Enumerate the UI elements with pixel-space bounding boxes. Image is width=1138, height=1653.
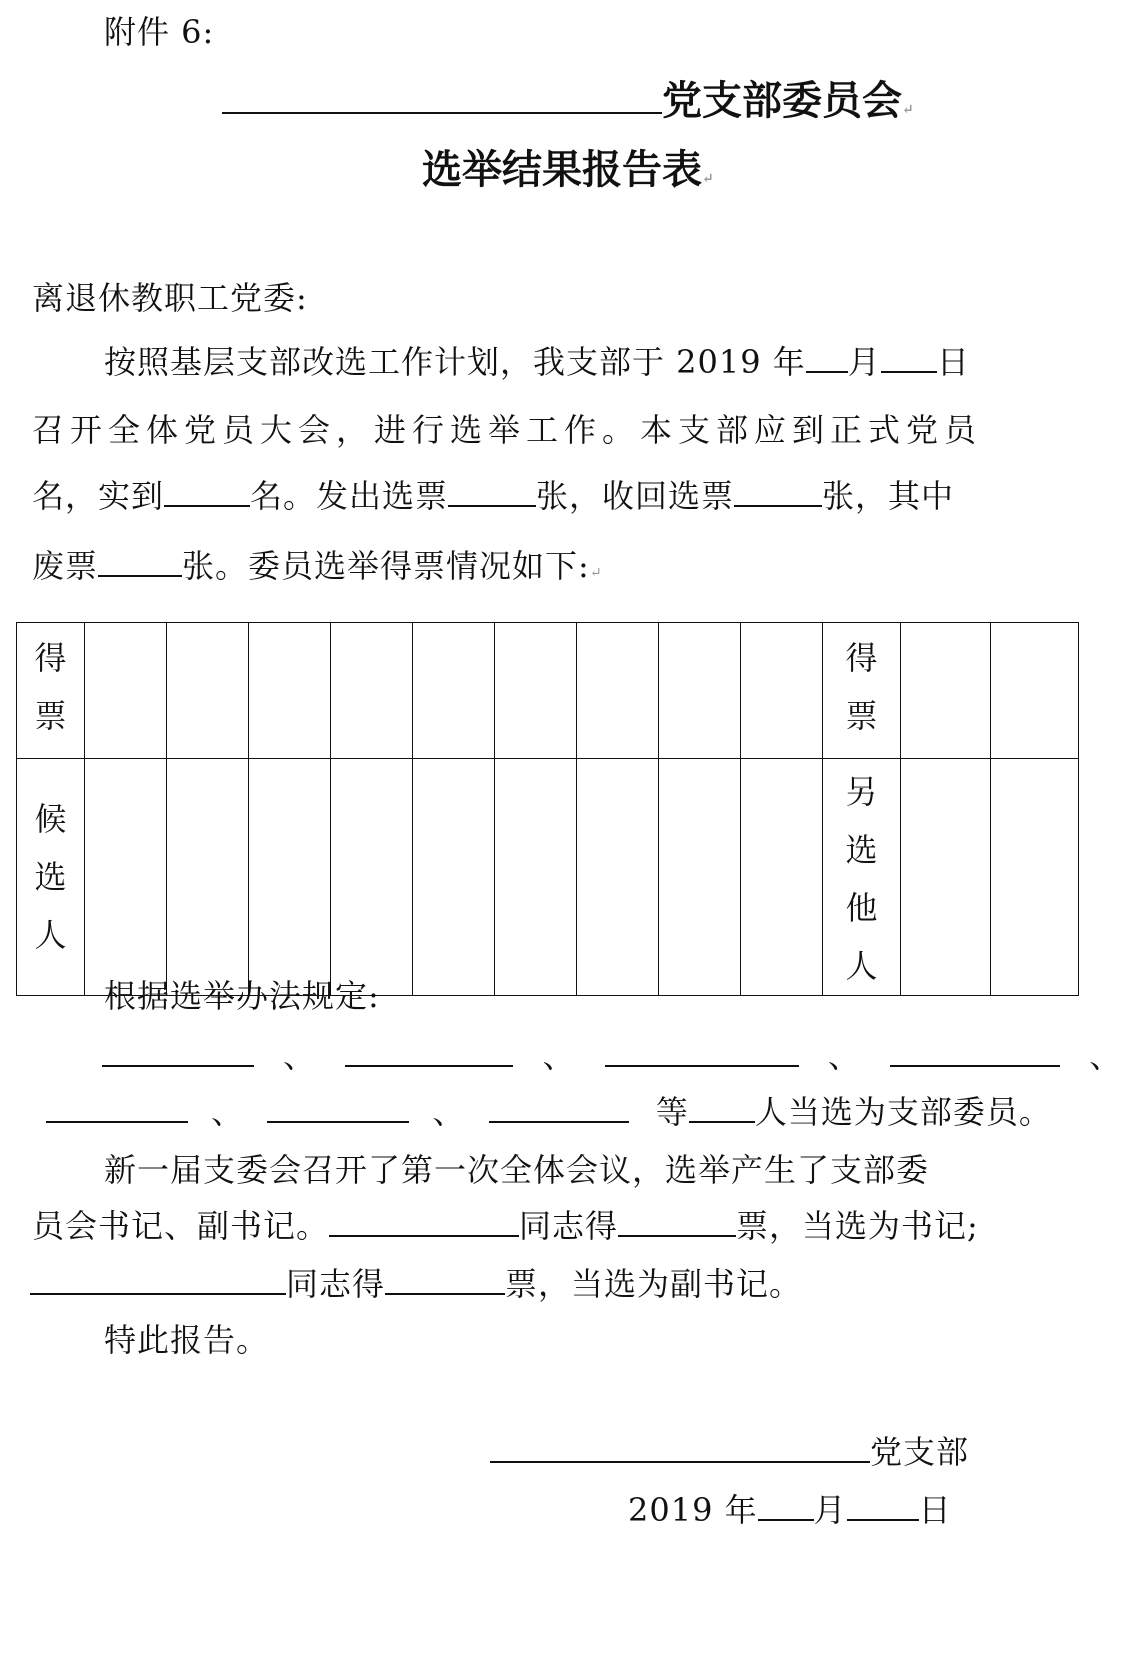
month-blank[interactable] <box>806 343 848 373</box>
candidate-cell[interactable] <box>577 759 659 996</box>
votes-cell[interactable] <box>659 623 741 759</box>
other-votes-cell[interactable] <box>991 623 1079 759</box>
votes-cell[interactable] <box>577 623 659 759</box>
elected-name-blank[interactable] <box>46 1093 188 1123</box>
votes-cell[interactable] <box>249 623 331 759</box>
elected-names-line-1: 、 、 、 、 <box>102 1036 1122 1076</box>
votes-label-cell: 得 票 <box>17 623 85 759</box>
other-votes-label-cell: 得 票 <box>823 623 901 759</box>
paragraph-line-1: 按照基层支部改选工作计划，我支部于 2019 年 月 日 <box>104 343 970 381</box>
day-blank[interactable] <box>881 343 937 373</box>
secretary-name-blank[interactable] <box>329 1207 519 1237</box>
paragraph-line-2: 召开全体党员大会，进行选举工作。本支部应到正式党员 <box>32 411 983 449</box>
elected-name-blank[interactable] <box>267 1093 409 1123</box>
paragraph-line-3: 名，实到 名。发出选票 张，收回选票 张，其中 <box>32 477 955 515</box>
other-candidates-label-cell: 另 选 他 人 <box>823 759 901 996</box>
invalid-ballots-blank[interactable] <box>98 547 182 577</box>
committee-paragraph-line-3: 同志得 票，当选为副书记。 <box>30 1264 802 1304</box>
votes-cell[interactable] <box>413 623 495 759</box>
votes-cell[interactable] <box>167 623 249 759</box>
secretary-votes-blank[interactable] <box>618 1207 736 1237</box>
attachment-label: 附件 6: <box>104 13 215 51</box>
addressee: 离退休教职工党委: <box>32 279 308 317</box>
elected-count-blank[interactable] <box>689 1093 755 1123</box>
paragraph-line-4: 废票 张。委员选举得票情况如下:↵ <box>32 547 603 585</box>
candidates-label-cell: 候 选 人 <box>17 759 85 996</box>
candidate-cell[interactable] <box>741 759 823 996</box>
elected-name-blank[interactable] <box>345 1037 513 1067</box>
committee-paragraph-line-1: 新一届支委会召开了第一次全体会议，选举产生了支部委 <box>104 1151 930 1189</box>
votes-cell[interactable] <box>741 623 823 759</box>
deputy-secretary-votes-blank[interactable] <box>385 1265 505 1295</box>
candidate-cell[interactable] <box>167 759 249 996</box>
elected-name-blank[interactable] <box>605 1037 799 1067</box>
elected-names-line-2: 、 、 等 人当选为支部委员。 <box>46 1092 1052 1132</box>
branch-name-blank[interactable] <box>222 72 662 114</box>
title-suffix: 党支部委员会 <box>662 77 902 124</box>
elected-name-blank[interactable] <box>890 1037 1060 1067</box>
attended-blank[interactable] <box>164 477 250 507</box>
ballots-issued-blank[interactable] <box>448 477 536 507</box>
votes-cell[interactable] <box>331 623 413 759</box>
candidate-cell[interactable] <box>85 759 167 996</box>
votes-cell[interactable] <box>85 623 167 759</box>
votes-cell[interactable] <box>495 623 577 759</box>
votes-row <box>17 623 1079 759</box>
candidate-cell[interactable] <box>659 759 741 996</box>
ballots-returned-blank[interactable] <box>734 477 822 507</box>
candidates-row <box>17 759 1079 996</box>
committee-paragraph-line-2: 员会书记、副书记。 同志得 票，当选为书记; <box>32 1207 979 1245</box>
form-title-line1: 党支部委员会↵ <box>222 72 914 134</box>
signature-org: 党支部 <box>490 1432 969 1472</box>
elected-name-blank[interactable] <box>102 1037 254 1067</box>
other-candidate-cell[interactable] <box>901 759 991 996</box>
signature-month-blank[interactable] <box>758 1491 814 1521</box>
signature-day-blank[interactable] <box>847 1491 919 1521</box>
candidate-cell[interactable] <box>495 759 577 996</box>
candidate-cell[interactable] <box>249 759 331 996</box>
closing-remark: 特此报告。 <box>104 1321 270 1359</box>
candidate-cell[interactable] <box>331 759 413 996</box>
signature-date: 2019 年 月 日 <box>628 1491 952 1529</box>
form-title-line2: 选举结果报告表↵ <box>422 146 714 193</box>
result-intro: 根据选举办法规定: <box>104 977 380 1015</box>
other-votes-cell[interactable] <box>901 623 991 759</box>
other-candidate-cell[interactable] <box>991 759 1079 996</box>
elected-name-blank[interactable] <box>489 1093 629 1123</box>
signature-branch-blank[interactable] <box>490 1433 870 1463</box>
vote-table <box>16 622 1079 996</box>
candidate-cell[interactable] <box>413 759 495 996</box>
deputy-secretary-name-blank[interactable] <box>30 1265 286 1295</box>
